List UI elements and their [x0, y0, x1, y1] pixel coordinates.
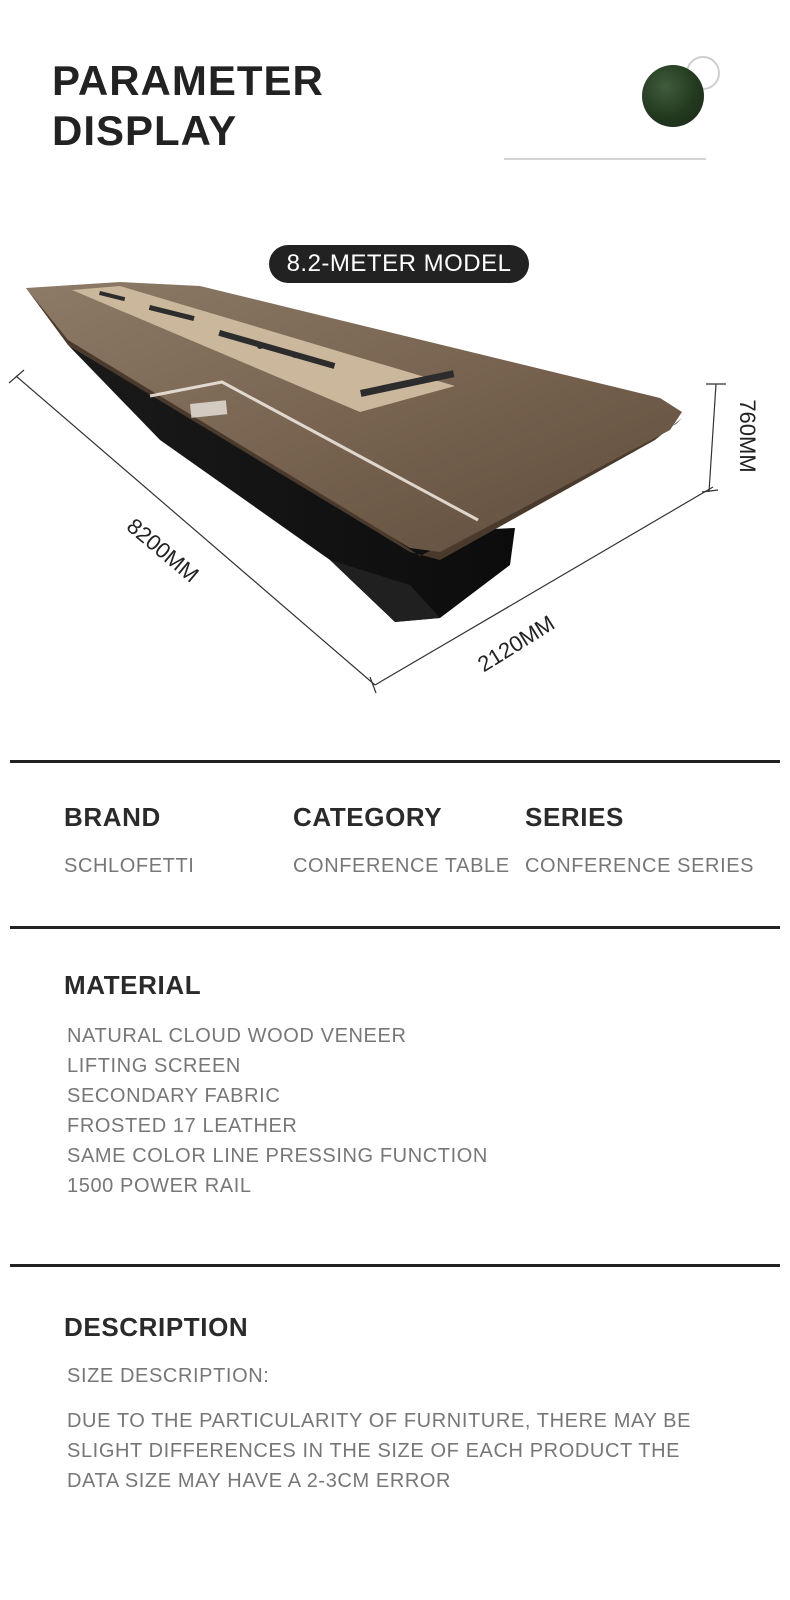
description-line: DUE TO THE PARTICULARITY OF FURNITURE, THERE MAY BE: [67, 1410, 692, 1432]
series-label: SERIES: [525, 802, 624, 832]
tabletop: [26, 282, 682, 552]
list-item: NATURAL CLOUD WOOD VENEER: [67, 1025, 407, 1047]
brand-label: BRAND: [64, 802, 161, 832]
list-item: 1500 POWER RAIL: [67, 1175, 252, 1197]
section-divider: [10, 1264, 780, 1267]
description-label: DESCRIPTION: [64, 1312, 249, 1342]
title-line-2: DISPLAY: [52, 107, 238, 154]
category-label: CATEGORY: [293, 802, 443, 832]
description-paragraph: [67, 1406, 727, 1496]
list-item: FROSTED 17 LEATHER: [67, 1115, 298, 1137]
size-description-heading: SIZE DESCRIPTION:: [67, 1365, 270, 1387]
dim-width-label: 2120MM: [473, 610, 559, 677]
model-badge: 8.2-METER MODEL: [269, 245, 529, 283]
swatch-underline: [504, 158, 706, 160]
category-block: [293, 802, 510, 878]
list-item: SAME COLOR LINE PRESSING FUNCTION: [67, 1145, 488, 1167]
category-value: CONFERENCE TABLE: [293, 855, 510, 877]
title-line-1: PARAMETER: [52, 57, 324, 104]
product-illustration: [0, 230, 790, 720]
color-swatch-group: [630, 50, 730, 140]
dim-length-label: 8200MM: [122, 513, 204, 588]
material-section: [64, 970, 488, 1201]
series-value: CONFERENCE SERIES: [525, 855, 755, 877]
material-label: MATERIAL: [64, 970, 202, 1000]
dim-height-label: 760MM: [735, 399, 760, 473]
brand-block: [64, 802, 194, 878]
description-line: SLIGHT DIFFERENCES IN THE SIZE OF EACH PRODUCT THE: [67, 1440, 681, 1462]
description-section: [64, 1312, 727, 1496]
brand-value: SCHLOFETTI: [64, 855, 195, 877]
material-list: [67, 1021, 488, 1201]
section-divider: [10, 926, 780, 929]
list-item: LIFTING SCREEN: [67, 1055, 241, 1077]
page-title: [52, 56, 324, 156]
section-divider: [10, 760, 780, 763]
list-item: SECONDARY FABRIC: [67, 1085, 281, 1107]
description-line: DATA SIZE MAY HAVE A 2-3CM ERROR: [67, 1470, 452, 1492]
color-swatch[interactable]: [642, 65, 704, 127]
series-block: [525, 802, 754, 878]
